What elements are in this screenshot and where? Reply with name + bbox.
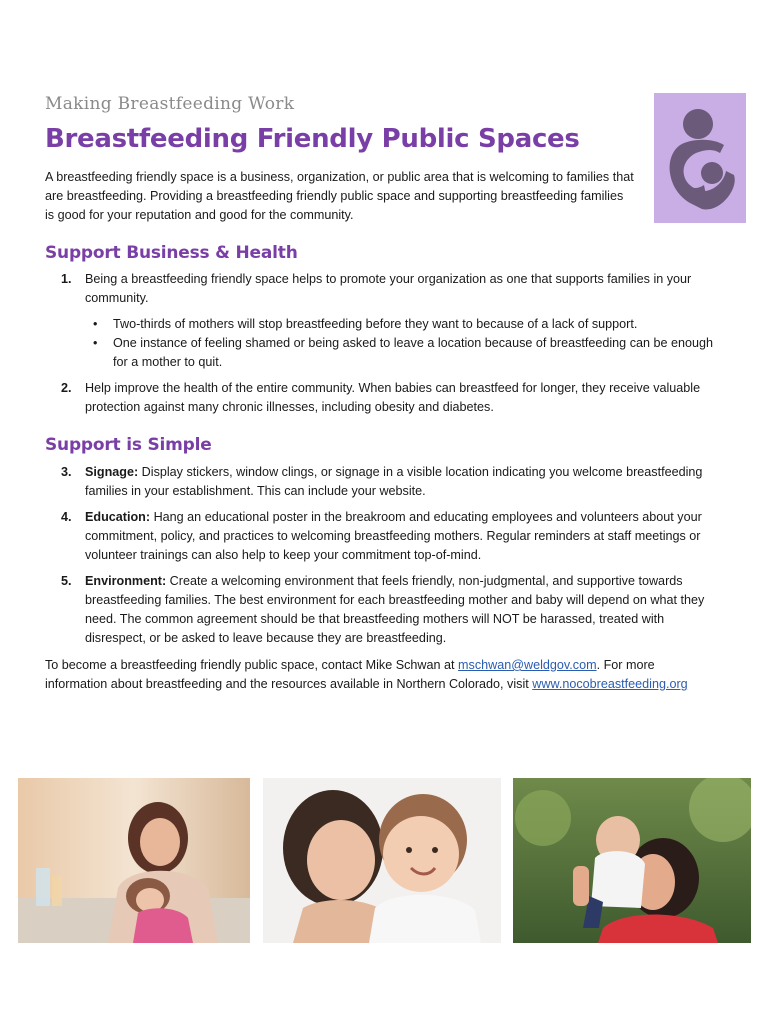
bullet-text: Two-thirds of mothers will stop breastfeeding before they want to because of a lack of support. xyxy=(113,317,638,331)
list-item xyxy=(45,379,725,417)
closing-text: To become a breastfeeding friendly public space, contact Mike Schwan at xyxy=(45,658,459,672)
item-text: Hang an educational poster in the breakroom and educating employees and volunteers about your commitment, policy, and practices to welcoming breastfeeding mothers. Regular reminders at staff meetings or volunteer trainings can also help to keep your commitment top-of-mind. xyxy=(85,510,702,562)
page-title: Breastfeeding Friendly Public Spaces xyxy=(45,124,580,154)
item-label: Environment: xyxy=(85,574,167,588)
bullet-item xyxy=(85,315,725,334)
intro-paragraph: A breastfeeding friendly space is a business, organization, or public area that is welcoming to families that are breastfeeding. Providing a breastfeeding friendly public space and supporting breastfeeding families is good for your reputation and good for the community. xyxy=(45,170,634,222)
item-text: Being a breastfeeding friendly space helps to promote your organization as one that supports families in your community. xyxy=(85,272,692,305)
item-text: Display stickers, window clings, or signage in a visible location indicating you welcome breastfeeding families in your establishment. This can include your website. xyxy=(85,465,703,498)
item-number: 2. xyxy=(61,381,72,395)
list-item xyxy=(45,508,725,565)
item-text: Create a welcoming environment that feels friendly, non-judgmental, and supportive towards breastfeeding families. The best environment for each breastfeeding mother and baby will depend on what they need. The common agreement should be that breastfeeding mothers will NOT be harassed, treated with disrespect, or be asked to leave because they are breastfeeding. xyxy=(85,574,705,645)
bullet-item xyxy=(85,334,725,372)
bullet-text: One instance of feeling shamed or being asked to leave a location because of breastfeeding can be enough for a mother to quit. xyxy=(113,336,714,369)
photo-mother-nursing-cafe xyxy=(18,778,250,943)
item-number: 3. xyxy=(61,465,72,479)
business-list xyxy=(45,270,725,424)
simple-list xyxy=(45,463,725,655)
bullet-icon: • xyxy=(93,317,98,331)
item-number: 5. xyxy=(61,574,72,588)
item-text: Help improve the health of the entire community. When babies can breastfeed for longer, they receive valuable protection against many chronic illnesses, including obesity and diabetes. xyxy=(85,381,701,414)
list-item xyxy=(45,463,725,501)
section-heading-simple: Support is Simple xyxy=(45,435,212,455)
website-link[interactable]: www.nocobreastfeeding.org xyxy=(532,677,688,691)
kicker-text: Making Breastfeeding Work xyxy=(45,94,295,114)
closing-paragraph xyxy=(45,656,705,694)
item-number: 1. xyxy=(61,272,72,286)
bullet-icon: • xyxy=(93,336,98,350)
list-item xyxy=(45,572,725,648)
email-link[interactable]: mschwan@weldgov.com xyxy=(458,658,597,672)
photo-mother-toddler xyxy=(263,778,501,943)
list-item xyxy=(45,270,725,372)
section-heading-business: Support Business & Health xyxy=(45,243,298,263)
closing-text: . For more information about breastfeeding and the resources available in Northern Colorado, visit xyxy=(45,658,655,691)
item-label: Signage: xyxy=(85,465,139,479)
breastfeeding-mother-icon xyxy=(654,93,746,223)
photo-mother-lifting-baby xyxy=(513,778,751,943)
bullet-list xyxy=(85,315,725,372)
item-label: Education: xyxy=(85,510,151,524)
item-number: 4. xyxy=(61,510,72,524)
